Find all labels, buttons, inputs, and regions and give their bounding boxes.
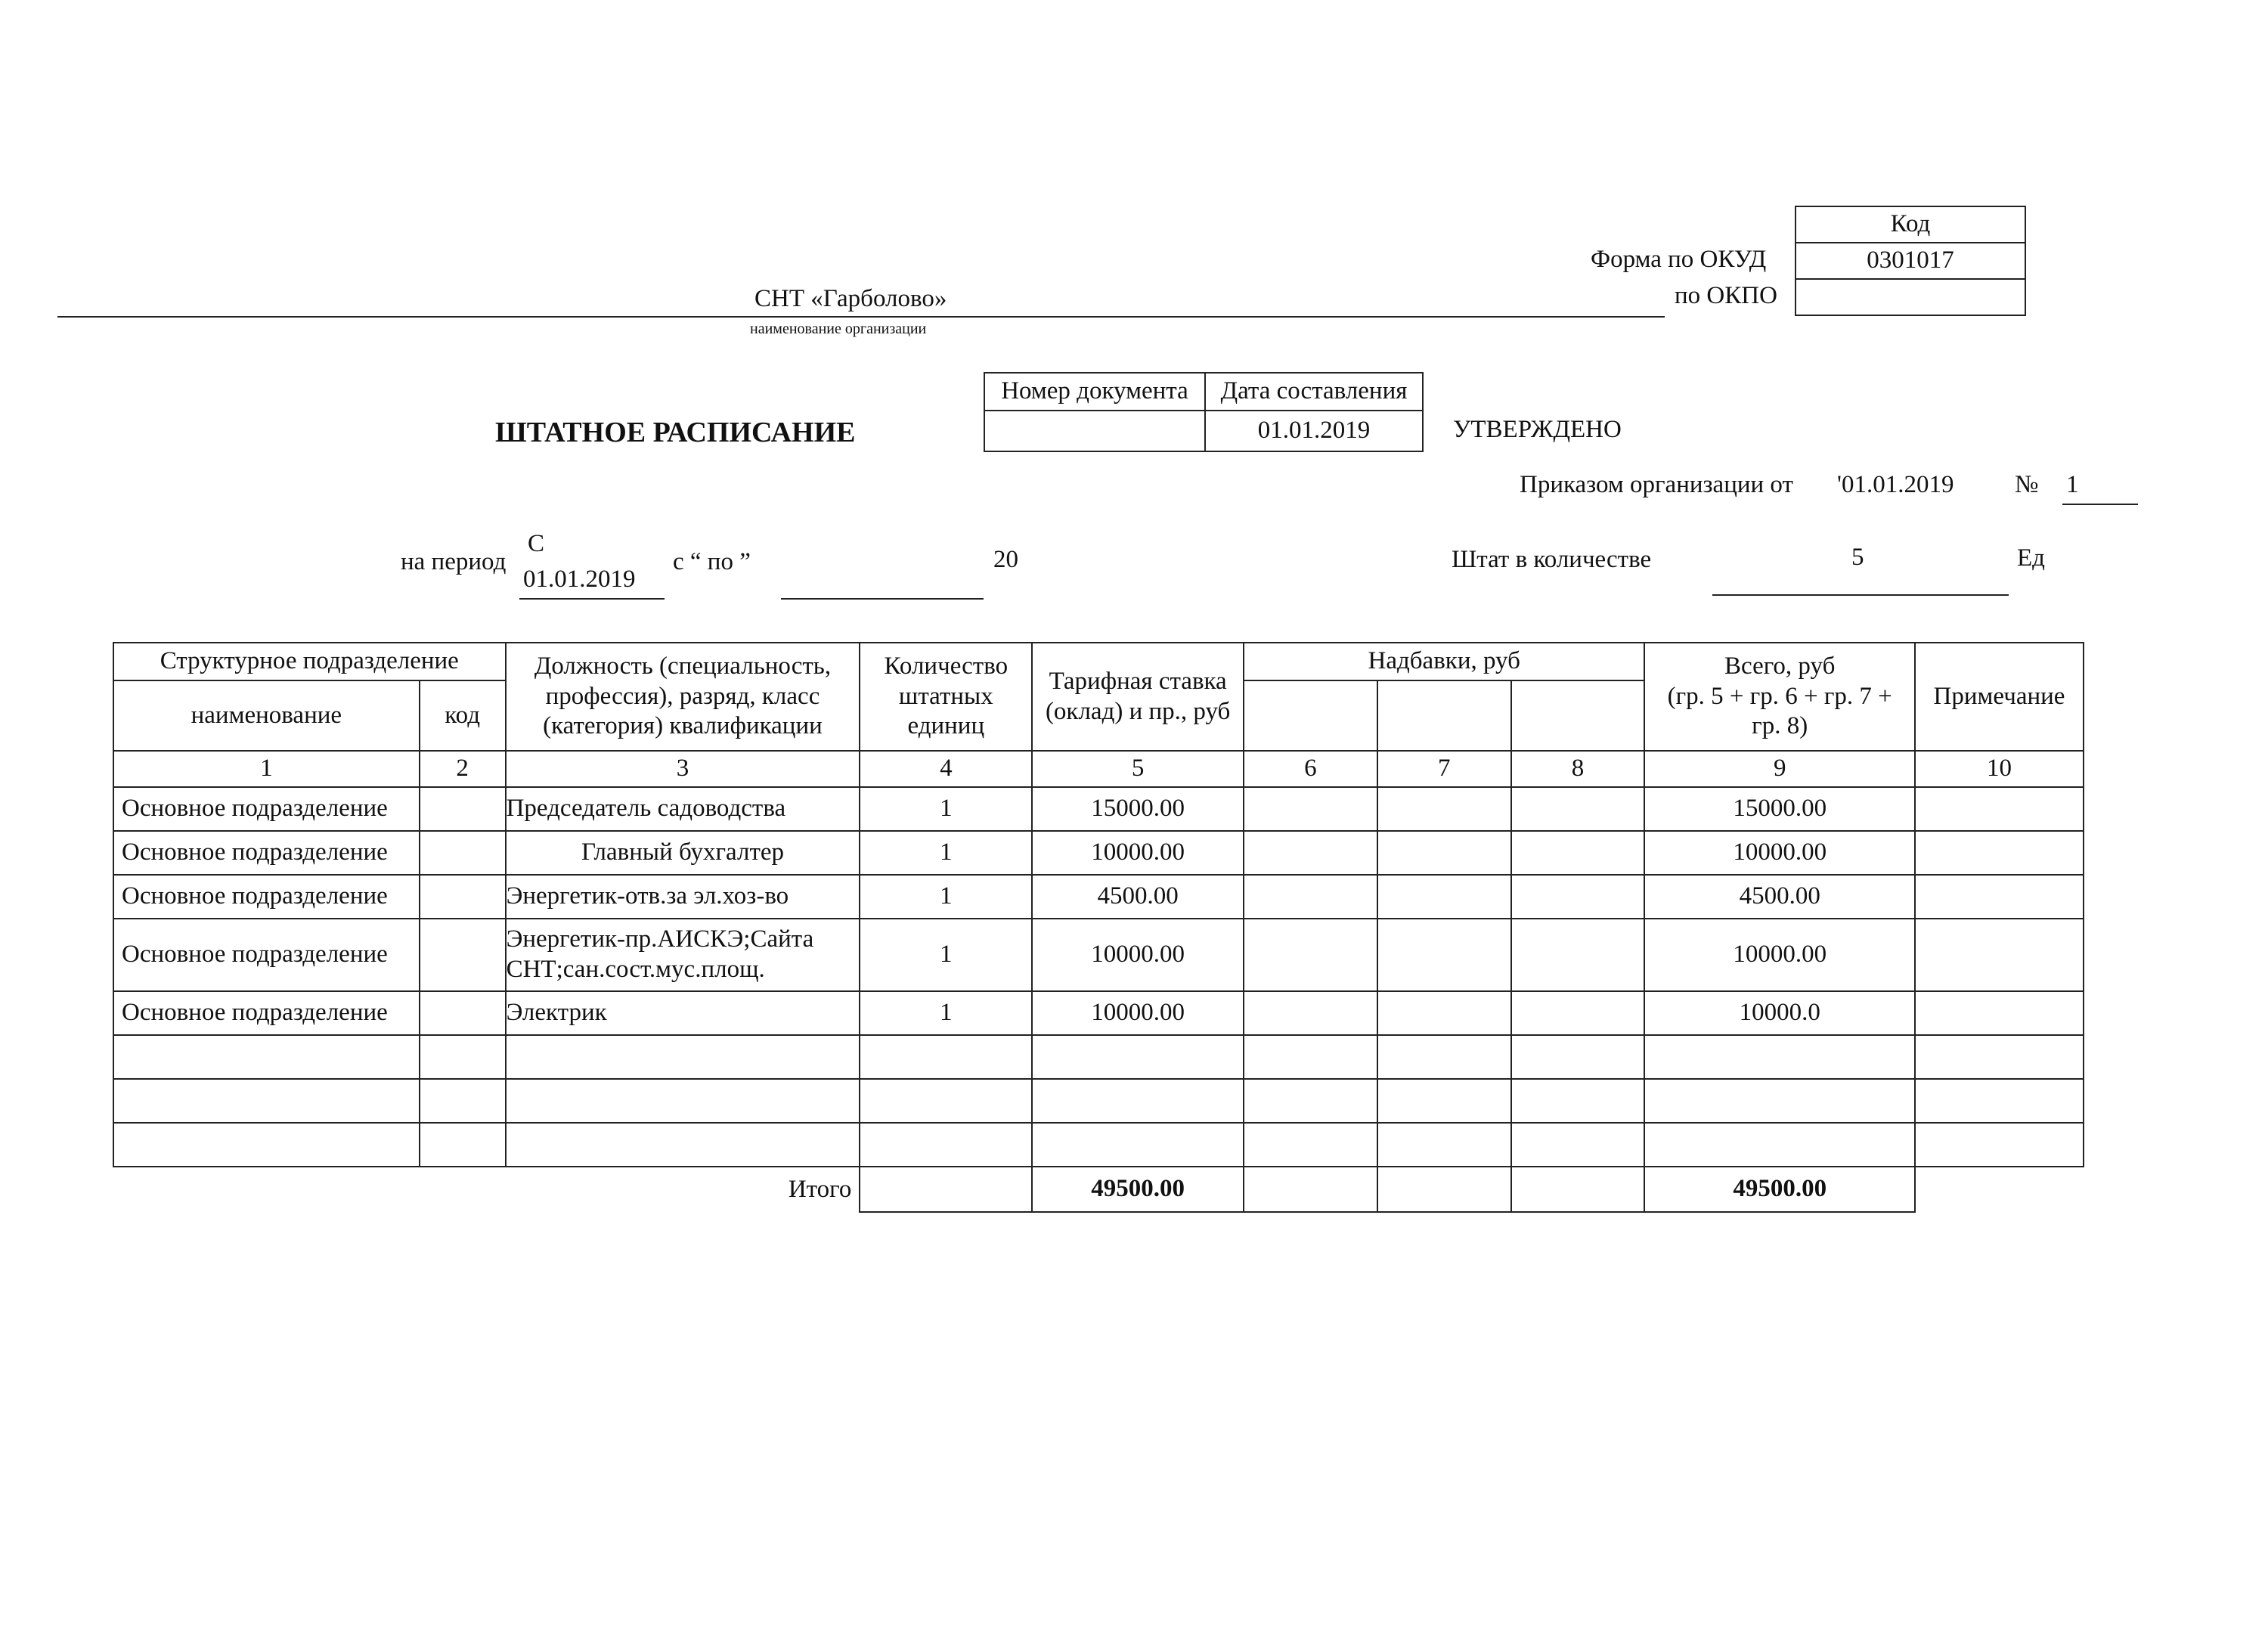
- empty-cell: [1915, 1035, 2084, 1079]
- cell-allowance-6: [1244, 875, 1377, 919]
- header-position-line: профессия), разряд, класс: [545, 682, 820, 710]
- empty-cell: [1377, 1123, 1511, 1167]
- cell-allowance-6: [1244, 991, 1377, 1035]
- cell-rate: 15000.00: [1032, 787, 1244, 831]
- document-date-value: 01.01.2019: [1205, 411, 1423, 451]
- totals-allowance-7: [1377, 1167, 1511, 1212]
- empty-cell: [1244, 1035, 1377, 1079]
- cell-code: [420, 875, 506, 919]
- header-structural-unit: Структурное подразделение: [113, 643, 506, 680]
- cell-code: [420, 787, 506, 831]
- header-allowance-8: [1511, 680, 1645, 751]
- empty-cell: [1244, 1123, 1377, 1167]
- empty-cell: [420, 1123, 506, 1167]
- cell-rate: 10000.00: [1032, 991, 1244, 1035]
- column-number: 8: [1511, 751, 1645, 787]
- empty-cell: [1032, 1123, 1244, 1167]
- cell-count: 1: [860, 787, 1032, 831]
- table-row: [113, 919, 2084, 991]
- empty-cell: [1511, 1035, 1645, 1079]
- cell-note: [1915, 787, 2084, 831]
- organization-underline: [57, 316, 1665, 318]
- totals-allowance-8: [1511, 1167, 1645, 1212]
- period-from-top: С: [528, 530, 545, 557]
- cell-allowance-6: [1244, 831, 1377, 875]
- column-number: 1: [113, 751, 420, 787]
- cell-total: 10000.0: [1644, 991, 1915, 1035]
- empty-cell: [1915, 1079, 2084, 1123]
- header-count-line: Количество: [884, 652, 1009, 680]
- cell-note: [1915, 919, 2084, 991]
- cell-position-line: Главный бухгалтер: [581, 838, 785, 866]
- cell-note: [1915, 831, 2084, 875]
- cell-unit: Основное подразделение: [113, 919, 420, 991]
- empty-cell: [1644, 1123, 1915, 1167]
- cell-position: [506, 787, 860, 831]
- table-row: [113, 991, 2084, 1035]
- order-label: Приказом организации от: [1520, 471, 1793, 498]
- cell-total: 10000.00: [1644, 831, 1915, 875]
- empty-cell: [506, 1123, 860, 1167]
- empty-cell: [1644, 1035, 1915, 1079]
- empty-cell: [113, 1079, 420, 1123]
- cell-rate: 10000.00: [1032, 919, 1244, 991]
- cell-unit: Основное подразделение: [113, 787, 420, 831]
- cell-position-line: Электрик: [506, 999, 607, 1027]
- document-info-box: [984, 372, 1424, 452]
- empty-cell: [420, 1035, 506, 1079]
- cell-code: [420, 831, 506, 875]
- header-allowances: Надбавки, руб: [1244, 643, 1644, 680]
- cell-unit: Основное подразделение: [113, 831, 420, 875]
- document-number-value: [984, 411, 1205, 451]
- totals-count: [860, 1167, 1032, 1212]
- cell-position-line: Энергетик-отв.за эл.хоз-во: [506, 882, 789, 910]
- empty-cell: [1377, 1079, 1511, 1123]
- empty-cell: [420, 1079, 506, 1123]
- document-date-header: Дата составления: [1205, 373, 1423, 411]
- okpo-value: [1796, 279, 2025, 315]
- totals-label: Итого: [113, 1167, 860, 1212]
- cell-total: 4500.00: [1644, 875, 1915, 919]
- header-position-line: (категория) квалификации: [543, 712, 823, 740]
- empty-cell: [113, 1123, 420, 1167]
- cell-allowance-8: [1511, 875, 1645, 919]
- header-total-line: гр. 8): [1752, 712, 1808, 740]
- cell-allowance-6: [1244, 787, 1377, 831]
- column-number: 3: [506, 751, 860, 787]
- table-row: [113, 831, 2084, 875]
- cell-allowance-6: [1244, 919, 1377, 991]
- empty-cell: [1915, 1123, 2084, 1167]
- header-allowance-6: [1244, 680, 1377, 751]
- period-middle: с “ по ”: [673, 548, 751, 575]
- table-row: [113, 875, 2084, 919]
- cell-allowance-7: [1377, 787, 1511, 831]
- header-rate: [1032, 643, 1244, 751]
- header-total-line: (гр. 5 + гр. 6 + гр. 7 +: [1667, 682, 1892, 710]
- cell-position: [506, 919, 860, 991]
- cell-code: [420, 919, 506, 991]
- totals-allowance-6: [1244, 1167, 1377, 1212]
- column-number: 9: [1644, 751, 1915, 787]
- empty-cell: [1377, 1035, 1511, 1079]
- codes-box: [1795, 206, 2026, 316]
- period-year-prefix: 20: [993, 546, 1018, 573]
- cell-count: 1: [860, 831, 1032, 875]
- cell-allowance-8: [1511, 991, 1645, 1035]
- staff-underline: [1712, 594, 2009, 596]
- header-count-line: единиц: [907, 712, 985, 740]
- cell-position-line: СНТ;сан.сост.мус.площ.: [506, 956, 765, 983]
- header-count: [860, 643, 1032, 751]
- organization-caption: наименование организации: [750, 321, 927, 337]
- empty-cell: [113, 1035, 420, 1079]
- cell-total: 15000.00: [1644, 787, 1915, 831]
- cell-allowance-7: [1377, 875, 1511, 919]
- cell-unit: Основное подразделение: [113, 875, 420, 919]
- empty-cell: [860, 1079, 1032, 1123]
- cell-unit: Основное подразделение: [113, 991, 420, 1035]
- header-total: [1644, 643, 1915, 751]
- column-number: 4: [860, 751, 1032, 787]
- cell-position: [506, 991, 860, 1035]
- cell-position-line: Энергетик-пр.АИСКЭ;Сайта: [506, 925, 814, 953]
- staff-label: Штат в количестве: [1452, 546, 1652, 573]
- empty-cell: [1032, 1035, 1244, 1079]
- cell-allowance-8: [1511, 919, 1645, 991]
- empty-cell: [1644, 1079, 1915, 1123]
- empty-cell: [1032, 1079, 1244, 1123]
- empty-cell: [860, 1123, 1032, 1167]
- empty-cell: [506, 1035, 860, 1079]
- order-date: '01.01.2019: [1837, 471, 1954, 498]
- header-name: наименование: [113, 680, 420, 751]
- okud-label: Форма по ОКУД: [1591, 246, 1767, 273]
- column-number: 10: [1915, 751, 2084, 787]
- column-number: 5: [1032, 751, 1244, 787]
- period-from-underline: [519, 598, 665, 600]
- header-rate-line: Тарифная ставка: [1049, 667, 1227, 695]
- cell-rate: 10000.00: [1032, 831, 1244, 875]
- header-position: [506, 643, 860, 751]
- cell-count: 1: [860, 919, 1032, 991]
- empty-cell: [1511, 1079, 1645, 1123]
- cell-count: 1: [860, 991, 1032, 1035]
- document-number-header: Номер документа: [984, 373, 1205, 411]
- codes-header: Код: [1796, 206, 2025, 243]
- period-from-value: 01.01.2019: [523, 566, 636, 593]
- order-number-value: 1: [2066, 471, 2079, 498]
- cell-allowance-7: [1377, 919, 1511, 991]
- empty-cell: [506, 1079, 860, 1123]
- column-number: 6: [1244, 751, 1377, 787]
- period-to-underline: [781, 598, 984, 600]
- totals-blank: [1915, 1167, 2084, 1212]
- table-body: [113, 787, 2084, 1035]
- table-row: [113, 787, 2084, 831]
- totals-rate: 49500.00: [1032, 1167, 1244, 1212]
- order-number-sign: №: [2015, 471, 2039, 498]
- cell-allowance-8: [1511, 831, 1645, 875]
- cell-note: [1915, 875, 2084, 919]
- header-note: Примечание: [1915, 643, 2084, 751]
- header-total-line: Всего, руб: [1724, 652, 1836, 680]
- cell-allowance-7: [1377, 831, 1511, 875]
- cell-code: [420, 991, 506, 1035]
- staffing-table: [113, 642, 2084, 1213]
- cell-position-line: Председатель садоводства: [506, 795, 786, 823]
- column-number: 7: [1377, 751, 1511, 787]
- approval-label: УТВЕРЖДЕНО: [1453, 416, 1622, 443]
- header-count-line: штатных: [898, 682, 993, 710]
- cell-total: 10000.00: [1644, 919, 1915, 991]
- order-number-underline: [2062, 504, 2138, 505]
- cell-position: [506, 875, 860, 919]
- staff-unit: Ед: [2017, 544, 2045, 572]
- header-rate-line: (оклад) и пр., руб: [1045, 697, 1231, 725]
- cell-count: 1: [860, 875, 1032, 919]
- period-label: на период: [401, 548, 507, 575]
- organization-name: СНТ «Гарболово»: [754, 285, 947, 312]
- empty-cell: [1511, 1123, 1645, 1167]
- cell-allowance-7: [1377, 991, 1511, 1035]
- header-allowance-7: [1377, 680, 1511, 751]
- empty-cell: [1244, 1079, 1377, 1123]
- cell-note: [1915, 991, 2084, 1035]
- okpo-label: по ОКПО: [1675, 282, 1777, 309]
- cell-position: [506, 831, 860, 875]
- cell-allowance-8: [1511, 787, 1645, 831]
- header-position-line: Должность (специальность,: [534, 652, 832, 680]
- column-number: 2: [420, 751, 506, 787]
- staff-value: 5: [1851, 544, 1864, 571]
- empty-cell: [860, 1035, 1032, 1079]
- cell-rate: 4500.00: [1032, 875, 1244, 919]
- okud-value: 0301017: [1796, 243, 2025, 279]
- document-title: ШТАТНОЕ РАСПИСАНИЕ: [495, 417, 856, 448]
- totals-total: 49500.00: [1644, 1167, 1915, 1212]
- header-code: код: [420, 680, 506, 751]
